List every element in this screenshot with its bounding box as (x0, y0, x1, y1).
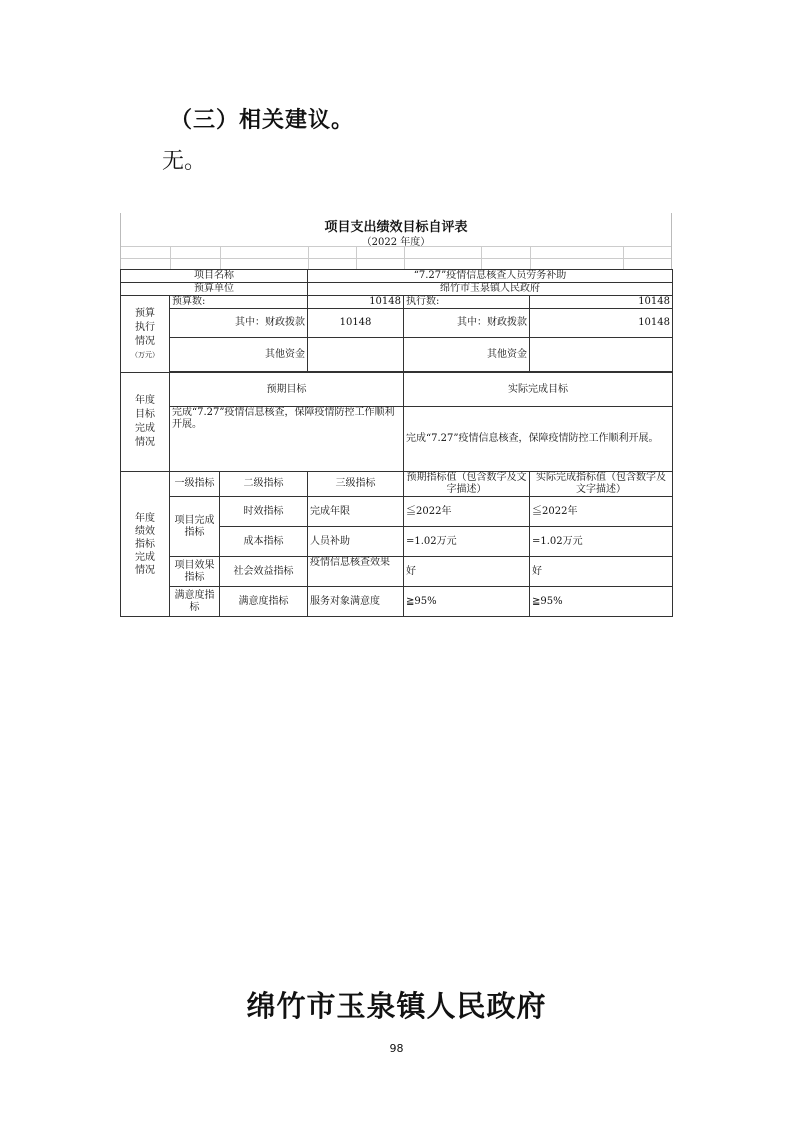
footer-organization: 绵竹市玉泉镇人民政府 (246, 989, 547, 1023)
table-row (121, 270, 673, 283)
budget-exec-label: 预算执行情况 (135, 308, 155, 347)
budget-value: 10148 (308, 296, 404, 309)
table-row (121, 587, 673, 617)
row-level1: 项目完成指标 (170, 497, 220, 557)
header-level3: 三级指标 (308, 472, 404, 497)
budget-exec-unit: （万元） (131, 351, 159, 359)
perf-label: 年度绩效指标完成情况 (135, 512, 155, 576)
table-row (121, 283, 673, 296)
fiscal-budget-value: 10148 (308, 309, 404, 338)
other-funds-budget (308, 338, 404, 372)
row-expected: 好 (404, 557, 530, 587)
annual-goal-label-cell (121, 373, 170, 472)
budget-unit-label: 预算单位 (121, 283, 308, 296)
perf-label-cell (121, 472, 170, 617)
expected-goal-text: 完成“7.27”疫情信息核查，保障疫情防控工作顺利开展。 (170, 407, 404, 472)
fiscal-label: 其中：财政拨款 (170, 309, 308, 338)
fiscal-exec-value: 10148 (530, 309, 673, 338)
annual-goal-label: 年度目标完成情况 (135, 395, 155, 448)
table-row (121, 497, 673, 527)
project-name-value: “7.27”疫情信息核查人员劳务补助 (308, 270, 673, 283)
row-expected: =1.02万元 (404, 527, 530, 557)
sheet-title: 项目支出绩效目标自评表 (324, 220, 468, 235)
row-level3: 服务对象满意度 (308, 587, 404, 617)
evaluation-sheet (120, 213, 672, 617)
table-row (121, 373, 673, 407)
fiscal-label-exec: 其中：财政拨款 (404, 309, 530, 338)
table-row (121, 407, 673, 472)
row-level2: 社会效益指标 (220, 557, 308, 587)
table-row (121, 296, 673, 309)
sheet-gridlines (121, 246, 671, 269)
row-level1: 满意度指标 (170, 587, 220, 617)
row-actual: ≦2022年 (530, 497, 673, 527)
evaluation-table (120, 269, 673, 617)
project-name-label: 项目名称 (121, 270, 308, 283)
page-number: 98 (389, 1042, 404, 1055)
other-funds-label-exec: 其他资金 (404, 338, 530, 372)
table-row (121, 338, 673, 372)
row-expected: ≧95% (404, 587, 530, 617)
row-level2: 满意度指标 (220, 587, 308, 617)
actual-goal-text: 完成“7.27”疫情信息核查，保障疫情防控工作顺利开展。 (404, 407, 673, 472)
row-level3: 完成年限 (308, 497, 404, 527)
header-level2: 二级指标 (220, 472, 308, 497)
row-level2: 成本指标 (220, 527, 308, 557)
header-actual-value: 实际完成指标值（包含数字及文字描述） (530, 472, 673, 497)
row-level3: 人员补助 (308, 527, 404, 557)
other-funds-exec (530, 338, 673, 372)
section-heading: （三）相关建议。 (170, 108, 355, 133)
body-text: 无。 (162, 149, 207, 174)
budget-exec-label-cell (121, 296, 170, 373)
row-actual: ≧95% (530, 587, 673, 617)
row-actual: =1.02万元 (530, 527, 673, 557)
expected-goal-header: 预期目标 (170, 373, 404, 407)
sheet-year: （2022 年度） (361, 237, 431, 248)
row-level1: 项目效果指标 (170, 557, 220, 587)
exec-label: 执行数: (404, 296, 530, 309)
budget-label: 预算数: (170, 296, 308, 309)
actual-goal-header: 实际完成目标 (404, 373, 673, 407)
sheet-title-area (120, 213, 672, 269)
header-expected-value: 预期指标值（包含数字及文字描述） (404, 472, 530, 497)
table-row (121, 472, 673, 497)
budget-unit-value: 绵竹市玉泉镇人民政府 (308, 283, 673, 296)
table-row (121, 309, 673, 338)
other-funds-label: 其他资金 (170, 338, 308, 372)
row-level2: 时效指标 (220, 497, 308, 527)
row-expected: ≦2022年 (404, 497, 530, 527)
row-level3: 疫情信息核查效果 (308, 557, 404, 587)
row-actual: 好 (530, 557, 673, 587)
exec-value: 10148 (530, 296, 673, 309)
table-row (121, 557, 673, 587)
header-level1: 一级指标 (170, 472, 220, 497)
